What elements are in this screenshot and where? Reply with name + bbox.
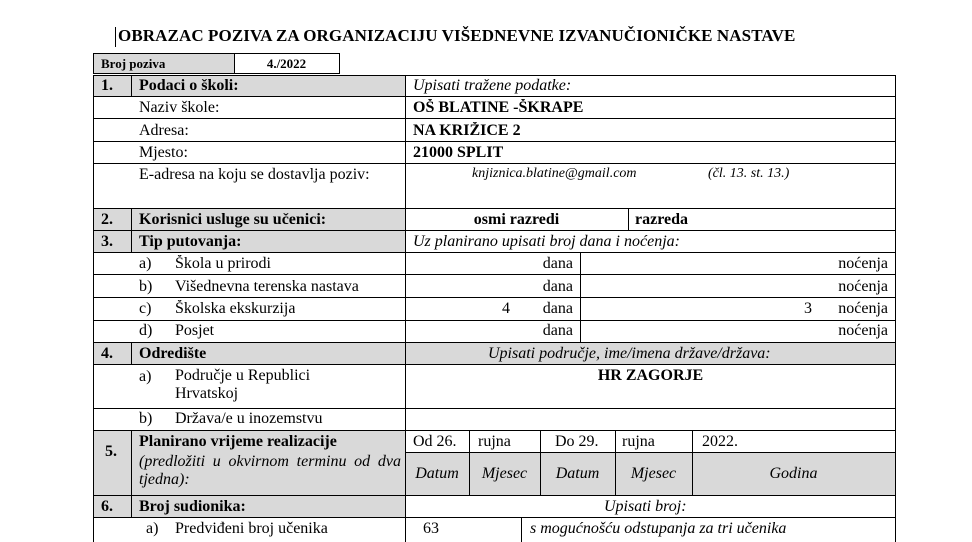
countries-letter: b) (139, 410, 153, 427)
email-label: E-adresa na koju se dostavlja poziv: (139, 166, 370, 183)
section-5-sub: (predložiti u okvirnom terminu od dva tjedna): (139, 453, 401, 488)
region-value: HR ZAGORJE (597, 367, 704, 384)
students-note: s mogućnošću odstupanja za tri učenika (530, 520, 787, 537)
trip-type-letter: c) (139, 300, 152, 317)
trip-type-label: Višednevna terenska nastava (175, 278, 359, 295)
header-datum: Datum (415, 465, 459, 482)
section-2-number: 2. (101, 211, 113, 228)
grade-unit: razreda (635, 211, 689, 228)
header-datum: Datum (555, 465, 600, 482)
trip-days-unit: dana (542, 255, 573, 272)
trip-nights-unit: noćenja (838, 322, 888, 339)
students-value: 63 (423, 520, 439, 537)
trip-days-value: 4 (502, 300, 510, 317)
section-1-hint: Upisati tražene podatke: (413, 77, 572, 94)
header-mjesec: Mjesec (630, 465, 677, 482)
trip-days-unit: dana (542, 278, 573, 295)
school-name-label: Naziv škole: (139, 99, 220, 116)
trip-days-unit: dana (542, 300, 573, 317)
section-1-label: Podaci o školi: (139, 77, 239, 94)
section-4-number: 4. (101, 345, 113, 362)
year-value: 2022. (702, 433, 738, 450)
trip-type-letter: b) (139, 278, 153, 295)
countries-label: Država/e u inozemstvu (175, 410, 323, 427)
section-4-hint: Upisati područje, ime/imena države/država: (488, 345, 771, 362)
address-value: NA KRIŽICE 2 (413, 122, 521, 139)
section-6-label: Broj sudionika: (139, 498, 246, 515)
section-3-hint: Uz planirano upisati broj dana i noćenja: (413, 233, 680, 250)
trip-days-unit: dana (542, 322, 573, 339)
trip-type-letter: a) (139, 255, 152, 272)
section-5-number: 5. (105, 443, 117, 460)
trip-type-label: Škola u prirodi (175, 255, 271, 272)
header-godina: Godina (769, 465, 818, 482)
school-name-value: OŠ BLATINE -ŠKRAPE (413, 99, 584, 116)
trip-nights-unit: noćenja (838, 278, 888, 295)
email-value: knjiznica.blatine@gmail.com (472, 166, 637, 181)
region-letter: a) (139, 368, 152, 385)
place-value: 21000 SPLIT (413, 144, 504, 161)
place-label: Mjesto: (139, 144, 188, 161)
students-letter: a) (146, 520, 159, 537)
address-label: Adresa: (139, 122, 189, 139)
grade-value: osmi razredi (473, 211, 560, 228)
email-note: (čl. 13. st. 13.) (708, 166, 790, 181)
page-title: OBRAZAC POZIVA ZA ORGANIZACIJU VIŠEDNEVNE IZVANUČIONIČKE NASTAVE (118, 26, 796, 45)
section-6-hint: Upisati broj: (604, 498, 687, 515)
section-6-number: 6. (101, 498, 113, 515)
month-from: rujna (478, 433, 511, 450)
broj-poziva-label: Broj poziva (101, 56, 166, 71)
trip-type-label: Posjet (175, 322, 215, 339)
section-3-number: 3. (101, 233, 113, 250)
text-cursor (115, 27, 116, 47)
region-label: Područje u Republici Hrvatskoj (175, 367, 311, 402)
trip-nights-unit: noćenja (838, 300, 888, 317)
trip-nights-unit: noćenja (838, 255, 888, 272)
students-label: Predviđeni broj učenika (175, 520, 328, 537)
date-to: Do 29. (555, 433, 599, 450)
section-3-label: Tip putovanja: (139, 233, 242, 250)
trip-type-letter: d) (139, 322, 153, 339)
section-2-label: Korisnici usluge su učenici: (139, 211, 327, 228)
section-5-label: Planirano vrijeme realizacije (139, 433, 337, 450)
month-to: rujna (622, 433, 655, 450)
trip-type-label: Školska ekskurzija (175, 300, 296, 317)
trip-nights-value: 3 (804, 300, 812, 317)
header-mjesec: Mjesec (481, 465, 528, 482)
date-from: Od 26. (413, 433, 457, 450)
broj-poziva-value: 4./2022 (266, 56, 307, 71)
section-4-label: Odredište (139, 345, 207, 362)
section-1-number: 1. (101, 77, 113, 94)
